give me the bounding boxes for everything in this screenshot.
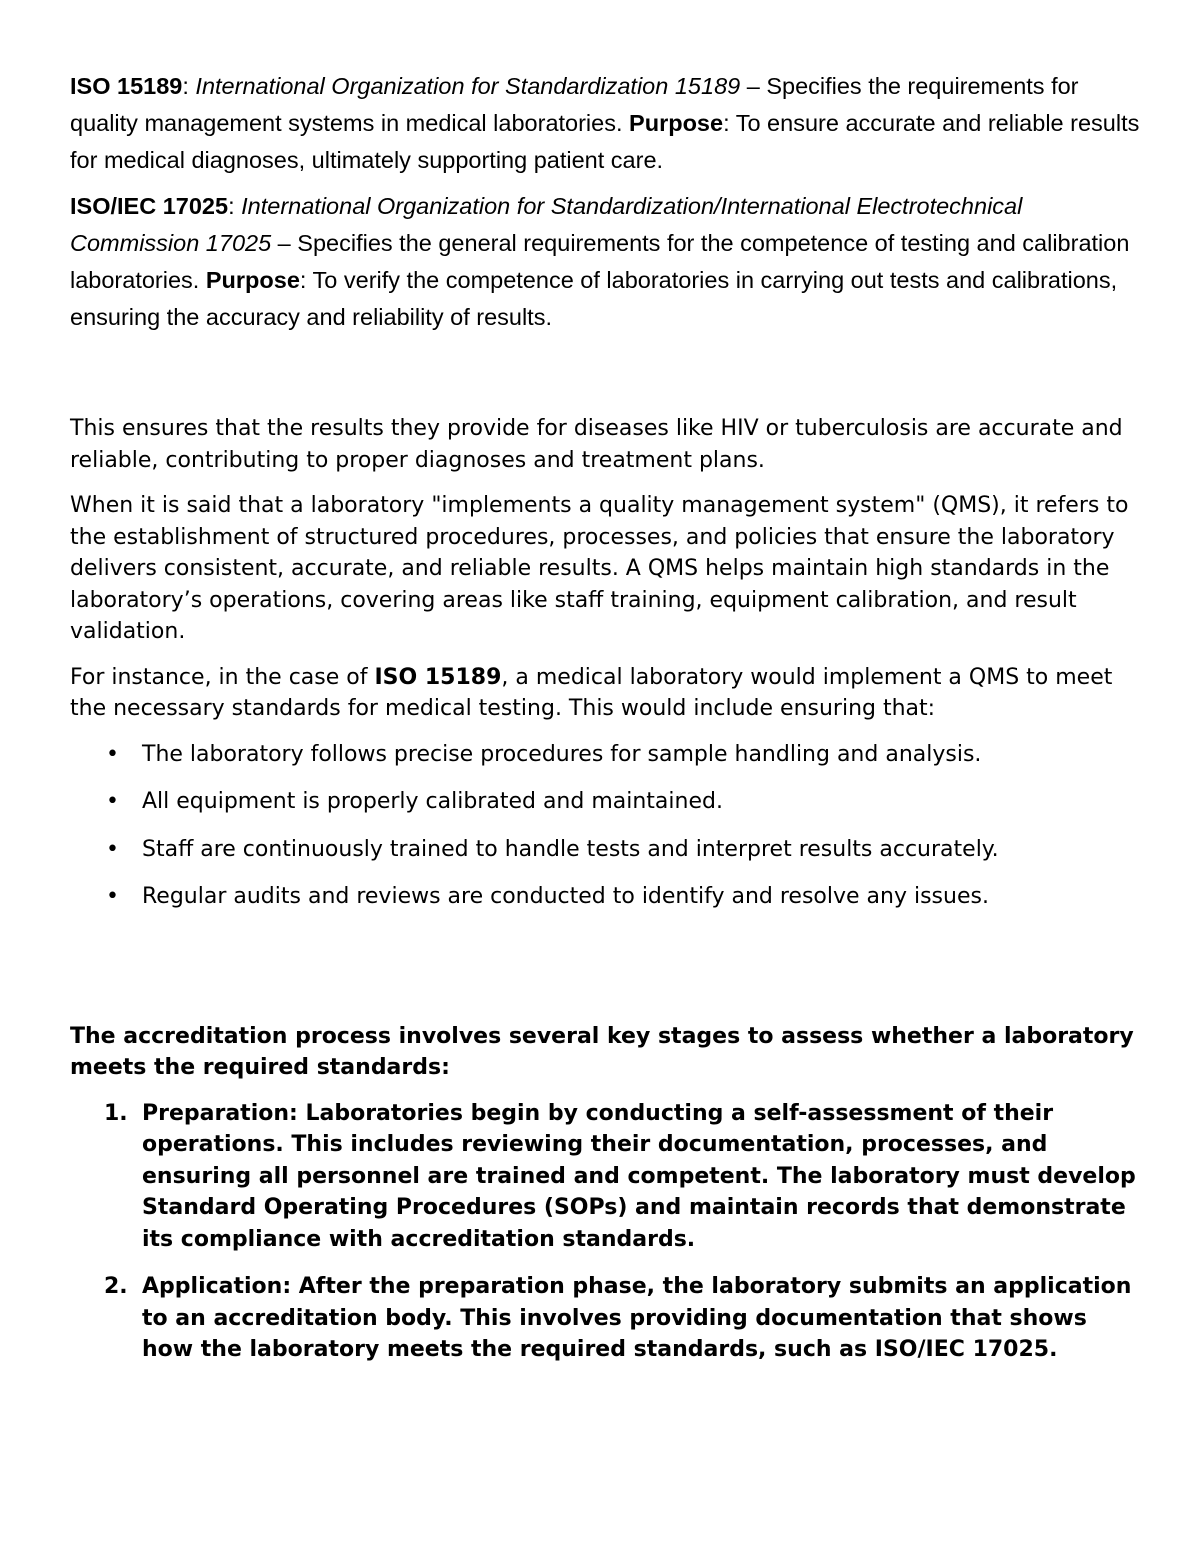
- iso-17025-description: – Specifies the general requirements for the competence of testing and calibration laboratories.: [70, 230, 1130, 293]
- bullet-icon: •: [106, 884, 119, 909]
- list-item-text: The laboratory follows precise procedures for sample handling and analysis.: [142, 741, 982, 767]
- list-item: [70, 834, 1140, 866]
- iso-15189-purpose-label: Purpose: [629, 110, 724, 136]
- list-item: [70, 786, 1140, 818]
- qms-paragraph: When it is said that a laboratory "implements a quality management system" (QMS), it refers to the establishment of structured procedures, processes, and policies that ensure the laboratory delivers consistent, accurate, and reliable results. A QMS helps maintain high standards in the laboratory’s operations, covering areas like staff training, equipment calibration, and result validation.: [70, 493, 1129, 644]
- iso-15189-full-name: International Organization for Standardization 15189: [195, 73, 741, 99]
- list-item: [70, 881, 1140, 913]
- spacer: [70, 929, 1140, 1021]
- iso-15189-code: ISO 15189: [70, 73, 183, 99]
- document-page: [70, 68, 1140, 1382]
- accreditation-heading: The accreditation process involves several key stages to assess whether a laboratory meets the required standards:: [70, 1023, 1134, 1080]
- iso-17025-purpose-label: Purpose: [205, 267, 300, 293]
- step-text: Application: After the preparation phase, the laboratory submits an application to an accreditation body. This involves providing documentation that shows how the laboratory meets the required standards, such as ISO/IEC 17025.: [142, 1274, 1132, 1362]
- bullet-icon: •: [106, 789, 119, 814]
- step-number: 2.: [104, 1274, 128, 1299]
- instance-suffix: , a medical laboratory would implement a QMS to meet the necessary standards for medical testing. This would include ensuring that:: [70, 664, 1113, 721]
- instance-prefix: For instance, in the case of: [70, 664, 375, 690]
- iso-17025-separator: :: [228, 193, 242, 219]
- qms-bullet-list: [70, 739, 1140, 913]
- step-number: 1.: [104, 1100, 128, 1126]
- iso-15189-separator: :: [182, 73, 196, 99]
- iso-15189-description: – Specifies the requirements for quality management systems in medical laboratories.: [70, 73, 1079, 136]
- instance-bold: ISO 15189: [374, 664, 502, 690]
- ensures-paragraph: This ensures that the results they provide for diseases like HIV or tuberculosis are accurate and reliable, contributing to proper diagnoses and treatment plans.: [70, 416, 1123, 473]
- spacer: [70, 345, 1140, 413]
- list-item: [70, 1098, 1140, 1256]
- iso-15189-purpose-text: : To ensure accurate and reliable results for medical diagnoses, ultimately supporting patient care.: [70, 110, 1140, 173]
- bullet-icon: •: [106, 836, 119, 862]
- iso-17025-purpose-text: : To verify the competence of laboratories in carrying out tests and calibrations, ensuring the accuracy and reliability of results.: [70, 267, 1118, 330]
- iso-17025-code: ISO/IEC 17025: [70, 193, 229, 219]
- instance-paragraph: [70, 662, 1140, 725]
- step-text: Preparation: Laboratories begin by conducting a self-assessment of their operations. This includes reviewing their documentation, processes, and ensuring all personnel are trained and competent. The laboratory must develop Standard Operating Procedures (SOPs) and maintain records that demonstrate its compliance with accreditation standards.: [142, 1100, 1136, 1252]
- iso-17025-paragraph: [70, 188, 1140, 336]
- iso-17025-full-name: International Organization for Standardization/International Electrotechnical Commission 17025: [70, 193, 1023, 256]
- list-item: [70, 739, 1140, 771]
- list-item-text: All equipment is properly calibrated and maintained.: [142, 789, 723, 814]
- bullet-icon: •: [106, 741, 119, 767]
- accreditation-steps-list: [70, 1098, 1140, 1366]
- list-item: [70, 1271, 1140, 1366]
- list-item-text: Staff are continuously trained to handle tests and interpret results accurately.: [142, 836, 999, 862]
- iso-15189-paragraph: [70, 68, 1140, 179]
- list-item-text: Regular audits and reviews are conducted to identify and resolve any issues.: [142, 884, 989, 909]
